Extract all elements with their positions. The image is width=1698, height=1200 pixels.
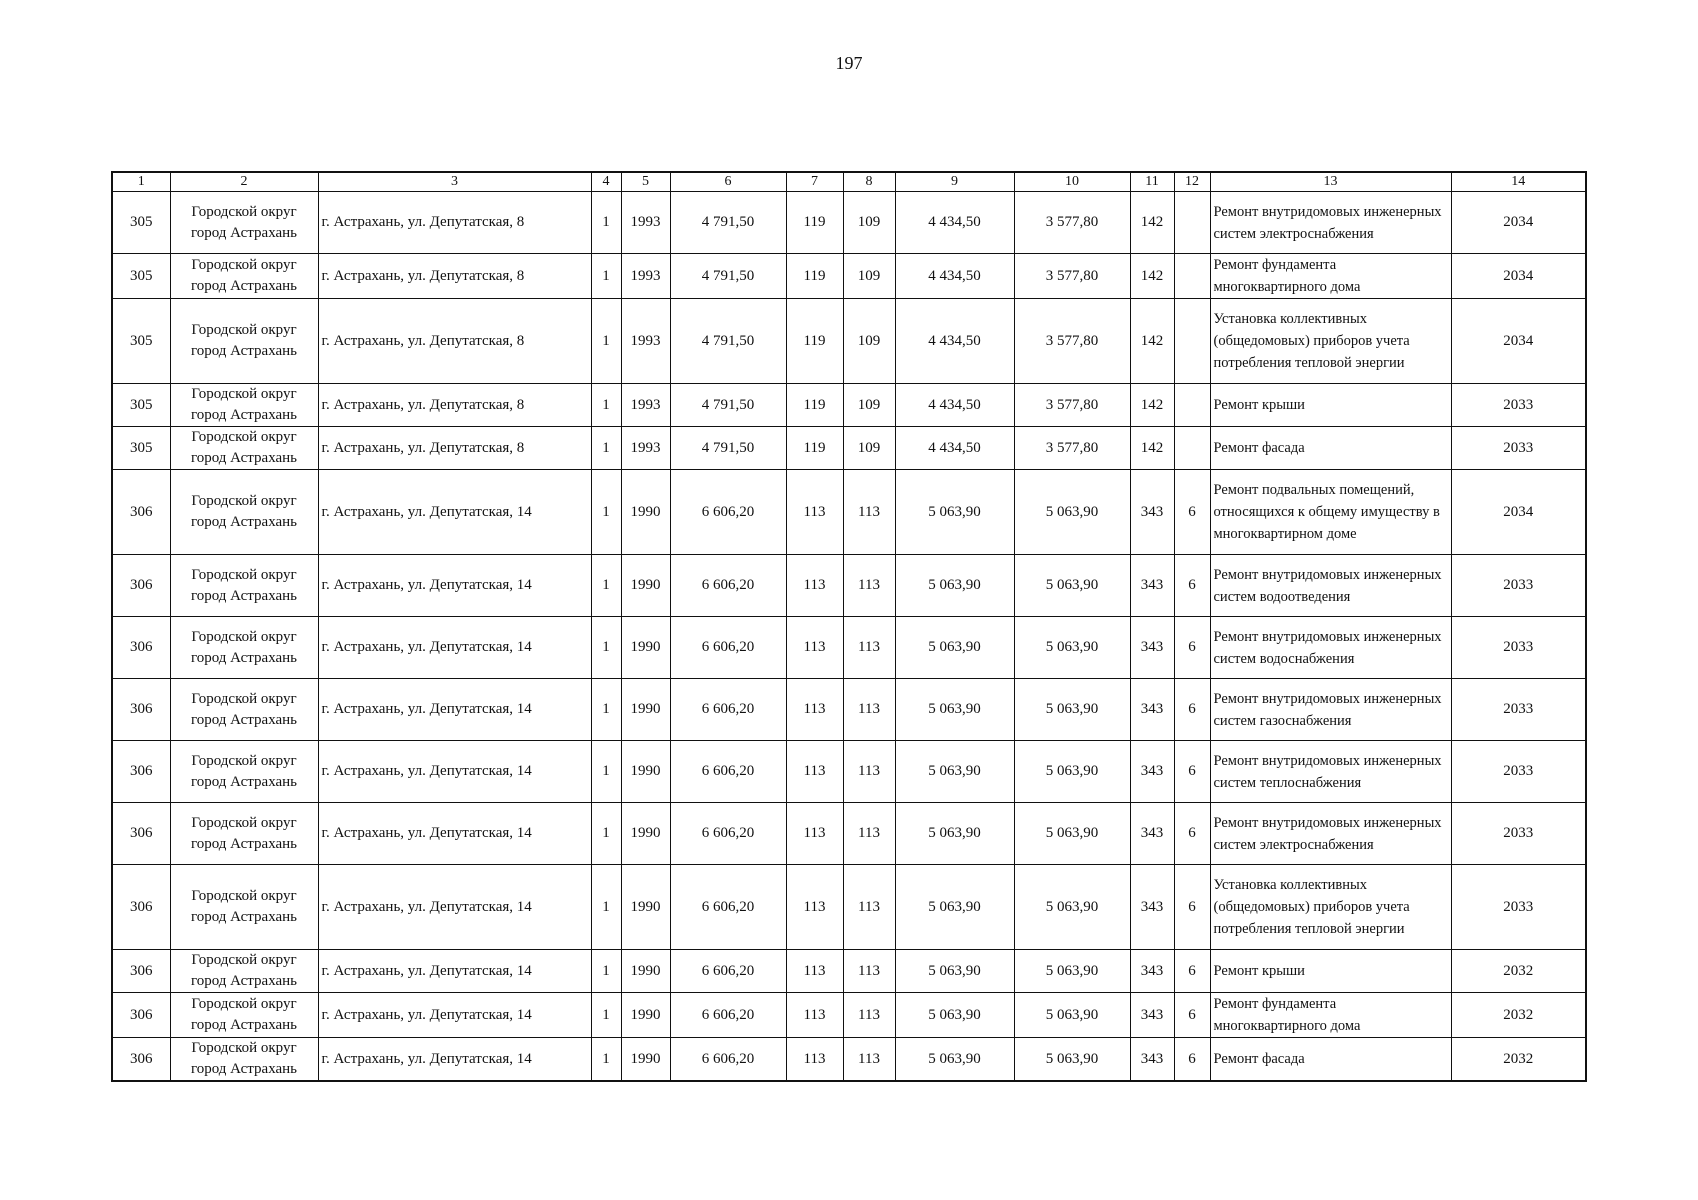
year-cell: 1990 bbox=[621, 741, 670, 803]
year-cell: 1990 bbox=[621, 679, 670, 741]
col9-cell: 5 063,90 bbox=[895, 950, 1014, 993]
total-area-cell: 6 606,20 bbox=[670, 555, 786, 617]
col4-cell: 1 bbox=[591, 384, 621, 427]
table-row bbox=[112, 741, 1586, 803]
col4-cell: 1 bbox=[591, 803, 621, 865]
address-cell: г. Астрахань, ул. Депутатская, 14 bbox=[318, 470, 591, 555]
col4-cell: 1 bbox=[591, 950, 621, 993]
address-cell: г. Астрахань, ул. Депутатская, 8 bbox=[318, 254, 591, 299]
col7-cell: 113 bbox=[786, 555, 843, 617]
col8-cell: 109 bbox=[843, 192, 895, 254]
plan-year-cell: 2033 bbox=[1451, 427, 1586, 470]
col7-cell: 119 bbox=[786, 299, 843, 384]
col10-cell: 5 063,90 bbox=[1014, 1038, 1130, 1082]
col4-cell: 1 bbox=[591, 617, 621, 679]
col7-cell: 113 bbox=[786, 803, 843, 865]
col9-cell: 5 063,90 bbox=[895, 865, 1014, 950]
col4-cell: 1 bbox=[591, 192, 621, 254]
work-type-cell: Ремонт фасада bbox=[1210, 1038, 1451, 1082]
col7-cell: 113 bbox=[786, 617, 843, 679]
house-number-cell: 306 bbox=[112, 679, 170, 741]
district-cell: Городской округ город Астрахань bbox=[170, 993, 318, 1038]
house-number-cell: 305 bbox=[112, 192, 170, 254]
col4-cell: 1 bbox=[591, 254, 621, 299]
col9-cell: 5 063,90 bbox=[895, 555, 1014, 617]
year-cell: 1990 bbox=[621, 617, 670, 679]
column-number-row bbox=[112, 172, 1586, 192]
col10-cell: 5 063,90 bbox=[1014, 950, 1130, 993]
col10-cell: 5 063,90 bbox=[1014, 865, 1130, 950]
col8-cell: 109 bbox=[843, 384, 895, 427]
house-number-cell: 306 bbox=[112, 741, 170, 803]
table-row bbox=[112, 254, 1586, 299]
district-cell: Городской округ город Астрахань bbox=[170, 427, 318, 470]
column-header: 9 bbox=[895, 172, 1014, 192]
col11-cell: 142 bbox=[1130, 254, 1174, 299]
table-row bbox=[112, 993, 1586, 1038]
column-header: 8 bbox=[843, 172, 895, 192]
column-header: 4 bbox=[591, 172, 621, 192]
table-row bbox=[112, 299, 1586, 384]
work-type-cell: Установка коллективных (общедомовых) приборов учета потребления тепловой энергии bbox=[1210, 299, 1451, 384]
col10-cell: 3 577,80 bbox=[1014, 384, 1130, 427]
col11-cell: 343 bbox=[1130, 993, 1174, 1038]
plan-year-cell: 2032 bbox=[1451, 950, 1586, 993]
col8-cell: 113 bbox=[843, 993, 895, 1038]
col8-cell: 113 bbox=[843, 555, 895, 617]
table-row bbox=[112, 865, 1586, 950]
table-body bbox=[112, 192, 1586, 1082]
col4-cell: 1 bbox=[591, 865, 621, 950]
col7-cell: 119 bbox=[786, 192, 843, 254]
table-row bbox=[112, 192, 1586, 254]
plan-year-cell: 2034 bbox=[1451, 299, 1586, 384]
house-number-cell: 305 bbox=[112, 427, 170, 470]
col11-cell: 142 bbox=[1130, 192, 1174, 254]
col8-cell: 109 bbox=[843, 299, 895, 384]
district-cell: Городской округ город Астрахань bbox=[170, 803, 318, 865]
work-type-cell: Ремонт крыши bbox=[1210, 950, 1451, 993]
total-area-cell: 6 606,20 bbox=[670, 803, 786, 865]
total-area-cell: 4 791,50 bbox=[670, 192, 786, 254]
col12-cell: 6 bbox=[1174, 617, 1210, 679]
district-cell: Городской округ город Астрахань bbox=[170, 617, 318, 679]
col12-cell bbox=[1174, 254, 1210, 299]
col9-cell: 5 063,90 bbox=[895, 741, 1014, 803]
col8-cell: 113 bbox=[843, 679, 895, 741]
col4-cell: 1 bbox=[591, 1038, 621, 1082]
col10-cell: 5 063,90 bbox=[1014, 679, 1130, 741]
house-number-cell: 306 bbox=[112, 470, 170, 555]
column-header: 3 bbox=[318, 172, 591, 192]
col10-cell: 5 063,90 bbox=[1014, 803, 1130, 865]
column-header: 11 bbox=[1130, 172, 1174, 192]
col4-cell: 1 bbox=[591, 741, 621, 803]
address-cell: г. Астрахань, ул. Депутатская, 14 bbox=[318, 950, 591, 993]
col4-cell: 1 bbox=[591, 299, 621, 384]
address-cell: г. Астрахань, ул. Депутатская, 14 bbox=[318, 993, 591, 1038]
col7-cell: 113 bbox=[786, 993, 843, 1038]
plan-year-cell: 2033 bbox=[1451, 865, 1586, 950]
col9-cell: 4 434,50 bbox=[895, 427, 1014, 470]
col10-cell: 5 063,90 bbox=[1014, 993, 1130, 1038]
table-row bbox=[112, 803, 1586, 865]
plan-year-cell: 2033 bbox=[1451, 384, 1586, 427]
table-row bbox=[112, 950, 1586, 993]
year-cell: 1990 bbox=[621, 555, 670, 617]
col10-cell: 5 063,90 bbox=[1014, 470, 1130, 555]
house-number-cell: 306 bbox=[112, 803, 170, 865]
address-cell: г. Астрахань, ул. Депутатская, 8 bbox=[318, 427, 591, 470]
col10-cell: 3 577,80 bbox=[1014, 299, 1130, 384]
table-row bbox=[112, 617, 1586, 679]
col11-cell: 343 bbox=[1130, 950, 1174, 993]
plan-year-cell: 2033 bbox=[1451, 741, 1586, 803]
house-number-cell: 305 bbox=[112, 254, 170, 299]
col4-cell: 1 bbox=[591, 993, 621, 1038]
total-area-cell: 6 606,20 bbox=[670, 617, 786, 679]
plan-year-cell: 2033 bbox=[1451, 617, 1586, 679]
work-type-cell: Ремонт внутридомовых инженерных систем электроснабжения bbox=[1210, 803, 1451, 865]
col7-cell: 113 bbox=[786, 950, 843, 993]
district-cell: Городской округ город Астрахань bbox=[170, 679, 318, 741]
col11-cell: 142 bbox=[1130, 384, 1174, 427]
work-type-cell: Ремонт фундамента многоквартирного дома bbox=[1210, 993, 1451, 1038]
col12-cell: 6 bbox=[1174, 803, 1210, 865]
col9-cell: 5 063,90 bbox=[895, 803, 1014, 865]
column-header: 12 bbox=[1174, 172, 1210, 192]
col12-cell: 6 bbox=[1174, 993, 1210, 1038]
work-type-cell: Ремонт подвальных помещений, относящихся к общему имуществу в многоквартирном доме bbox=[1210, 470, 1451, 555]
address-cell: г. Астрахань, ул. Депутатская, 8 bbox=[318, 384, 591, 427]
house-number-cell: 306 bbox=[112, 1038, 170, 1082]
house-number-cell: 306 bbox=[112, 993, 170, 1038]
col12-cell: 6 bbox=[1174, 470, 1210, 555]
column-header: 13 bbox=[1210, 172, 1451, 192]
house-number-cell: 306 bbox=[112, 617, 170, 679]
col9-cell: 5 063,90 bbox=[895, 470, 1014, 555]
work-type-cell: Ремонт внутридомовых инженерных систем водоотведения bbox=[1210, 555, 1451, 617]
col9-cell: 5 063,90 bbox=[895, 679, 1014, 741]
year-cell: 1990 bbox=[621, 1038, 670, 1082]
col10-cell: 3 577,80 bbox=[1014, 254, 1130, 299]
col12-cell bbox=[1174, 427, 1210, 470]
column-header: 6 bbox=[670, 172, 786, 192]
col4-cell: 1 bbox=[591, 470, 621, 555]
house-number-cell: 306 bbox=[112, 950, 170, 993]
total-area-cell: 6 606,20 bbox=[670, 865, 786, 950]
col10-cell: 5 063,90 bbox=[1014, 741, 1130, 803]
col11-cell: 142 bbox=[1130, 299, 1174, 384]
district-cell: Городской округ город Астрахань bbox=[170, 950, 318, 993]
plan-year-cell: 2034 bbox=[1451, 470, 1586, 555]
col11-cell: 343 bbox=[1130, 679, 1174, 741]
col11-cell: 343 bbox=[1130, 470, 1174, 555]
repair-program-table bbox=[111, 171, 1587, 1082]
col8-cell: 113 bbox=[843, 803, 895, 865]
col12-cell bbox=[1174, 384, 1210, 427]
work-type-cell: Ремонт фасада bbox=[1210, 427, 1451, 470]
district-cell: Городской округ город Астрахань bbox=[170, 865, 318, 950]
col9-cell: 5 063,90 bbox=[895, 993, 1014, 1038]
year-cell: 1990 bbox=[621, 865, 670, 950]
col8-cell: 113 bbox=[843, 1038, 895, 1082]
plan-year-cell: 2034 bbox=[1451, 254, 1586, 299]
address-cell: г. Астрахань, ул. Депутатская, 14 bbox=[318, 803, 591, 865]
district-cell: Городской округ город Астрахань bbox=[170, 1038, 318, 1082]
table-row bbox=[112, 470, 1586, 555]
plan-year-cell: 2033 bbox=[1451, 803, 1586, 865]
table-row bbox=[112, 1038, 1586, 1082]
district-cell: Городской округ город Астрахань bbox=[170, 192, 318, 254]
year-cell: 1990 bbox=[621, 470, 670, 555]
address-cell: г. Астрахань, ул. Депутатская, 8 bbox=[318, 299, 591, 384]
col12-cell bbox=[1174, 192, 1210, 254]
col7-cell: 119 bbox=[786, 384, 843, 427]
col7-cell: 119 bbox=[786, 254, 843, 299]
address-cell: г. Астрахань, ул. Депутатская, 14 bbox=[318, 865, 591, 950]
work-type-cell: Ремонт фундамента многоквартирного дома bbox=[1210, 254, 1451, 299]
col11-cell: 343 bbox=[1130, 555, 1174, 617]
plan-year-cell: 2032 bbox=[1451, 993, 1586, 1038]
district-cell: Городской округ город Астрахань bbox=[170, 741, 318, 803]
col12-cell bbox=[1174, 299, 1210, 384]
plan-year-cell: 2033 bbox=[1451, 679, 1586, 741]
year-cell: 1990 bbox=[621, 803, 670, 865]
col7-cell: 113 bbox=[786, 470, 843, 555]
table-row bbox=[112, 384, 1586, 427]
address-cell: г. Астрахань, ул. Депутатская, 14 bbox=[318, 741, 591, 803]
year-cell: 1993 bbox=[621, 299, 670, 384]
col10-cell: 5 063,90 bbox=[1014, 555, 1130, 617]
total-area-cell: 6 606,20 bbox=[670, 679, 786, 741]
house-number-cell: 305 bbox=[112, 299, 170, 384]
col8-cell: 113 bbox=[843, 470, 895, 555]
col8-cell: 113 bbox=[843, 950, 895, 993]
col9-cell: 4 434,50 bbox=[895, 299, 1014, 384]
total-area-cell: 6 606,20 bbox=[670, 741, 786, 803]
col11-cell: 142 bbox=[1130, 427, 1174, 470]
col10-cell: 3 577,80 bbox=[1014, 427, 1130, 470]
col9-cell: 5 063,90 bbox=[895, 617, 1014, 679]
col7-cell: 113 bbox=[786, 1038, 843, 1082]
table-row bbox=[112, 679, 1586, 741]
year-cell: 1993 bbox=[621, 427, 670, 470]
column-header: 10 bbox=[1014, 172, 1130, 192]
work-type-cell: Ремонт внутридомовых инженерных систем теплоснабжения bbox=[1210, 741, 1451, 803]
address-cell: г. Астрахань, ул. Депутатская, 14 bbox=[318, 555, 591, 617]
col11-cell: 343 bbox=[1130, 865, 1174, 950]
table-row bbox=[112, 555, 1586, 617]
col9-cell: 4 434,50 bbox=[895, 192, 1014, 254]
year-cell: 1993 bbox=[621, 254, 670, 299]
district-cell: Городской округ город Астрахань bbox=[170, 470, 318, 555]
year-cell: 1993 bbox=[621, 384, 670, 427]
col7-cell: 113 bbox=[786, 741, 843, 803]
year-cell: 1990 bbox=[621, 993, 670, 1038]
col8-cell: 113 bbox=[843, 617, 895, 679]
address-cell: г. Астрахань, ул. Депутатская, 14 bbox=[318, 1038, 591, 1082]
address-cell: г. Астрахань, ул. Депутатская, 14 bbox=[318, 617, 591, 679]
total-area-cell: 6 606,20 bbox=[670, 1038, 786, 1082]
col12-cell: 6 bbox=[1174, 865, 1210, 950]
col10-cell: 3 577,80 bbox=[1014, 192, 1130, 254]
col11-cell: 343 bbox=[1130, 741, 1174, 803]
col9-cell: 4 434,50 bbox=[895, 254, 1014, 299]
col12-cell: 6 bbox=[1174, 555, 1210, 617]
col12-cell: 6 bbox=[1174, 950, 1210, 993]
address-cell: г. Астрахань, ул. Депутатская, 14 bbox=[318, 679, 591, 741]
district-cell: Городской округ город Астрахань bbox=[170, 299, 318, 384]
page-number: 197 bbox=[835, 53, 863, 73]
total-area-cell: 4 791,50 bbox=[670, 427, 786, 470]
column-header: 5 bbox=[621, 172, 670, 192]
column-header: 14 bbox=[1451, 172, 1586, 192]
plan-year-cell: 2032 bbox=[1451, 1038, 1586, 1082]
col7-cell: 113 bbox=[786, 865, 843, 950]
total-area-cell: 6 606,20 bbox=[670, 950, 786, 993]
col4-cell: 1 bbox=[591, 679, 621, 741]
col7-cell: 113 bbox=[786, 679, 843, 741]
col11-cell: 343 bbox=[1130, 803, 1174, 865]
col11-cell: 343 bbox=[1130, 1038, 1174, 1082]
plan-year-cell: 2034 bbox=[1451, 192, 1586, 254]
total-area-cell: 6 606,20 bbox=[670, 993, 786, 1038]
year-cell: 1993 bbox=[621, 192, 670, 254]
plan-year-cell: 2033 bbox=[1451, 555, 1586, 617]
col12-cell: 6 bbox=[1174, 741, 1210, 803]
col11-cell: 343 bbox=[1130, 617, 1174, 679]
column-header: 1 bbox=[112, 172, 170, 192]
total-area-cell: 6 606,20 bbox=[670, 470, 786, 555]
work-type-cell: Ремонт крыши bbox=[1210, 384, 1451, 427]
total-area-cell: 4 791,50 bbox=[670, 254, 786, 299]
column-header: 2 bbox=[170, 172, 318, 192]
col9-cell: 5 063,90 bbox=[895, 1038, 1014, 1082]
col4-cell: 1 bbox=[591, 427, 621, 470]
house-number-cell: 305 bbox=[112, 384, 170, 427]
col4-cell: 1 bbox=[591, 555, 621, 617]
house-number-cell: 306 bbox=[112, 865, 170, 950]
col12-cell: 6 bbox=[1174, 679, 1210, 741]
total-area-cell: 4 791,50 bbox=[670, 384, 786, 427]
work-type-cell: Установка коллективных (общедомовых) приборов учета потребления тепловой энергии bbox=[1210, 865, 1451, 950]
col8-cell: 109 bbox=[843, 254, 895, 299]
col12-cell: 6 bbox=[1174, 1038, 1210, 1082]
work-type-cell: Ремонт внутридомовых инженерных систем газоснабжения bbox=[1210, 679, 1451, 741]
column-header: 7 bbox=[786, 172, 843, 192]
table-row bbox=[112, 427, 1586, 470]
year-cell: 1990 bbox=[621, 950, 670, 993]
house-number-cell: 306 bbox=[112, 555, 170, 617]
col8-cell: 113 bbox=[843, 741, 895, 803]
col10-cell: 5 063,90 bbox=[1014, 617, 1130, 679]
total-area-cell: 4 791,50 bbox=[670, 299, 786, 384]
col8-cell: 113 bbox=[843, 865, 895, 950]
col9-cell: 4 434,50 bbox=[895, 384, 1014, 427]
col7-cell: 119 bbox=[786, 427, 843, 470]
district-cell: Городской округ город Астрахань bbox=[170, 254, 318, 299]
address-cell: г. Астрахань, ул. Депутатская, 8 bbox=[318, 192, 591, 254]
work-type-cell: Ремонт внутридомовых инженерных систем водоснабжения bbox=[1210, 617, 1451, 679]
district-cell: Городской округ город Астрахань bbox=[170, 555, 318, 617]
district-cell: Городской округ город Астрахань bbox=[170, 384, 318, 427]
work-type-cell: Ремонт внутридомовых инженерных систем электроснабжения bbox=[1210, 192, 1451, 254]
col8-cell: 109 bbox=[843, 427, 895, 470]
